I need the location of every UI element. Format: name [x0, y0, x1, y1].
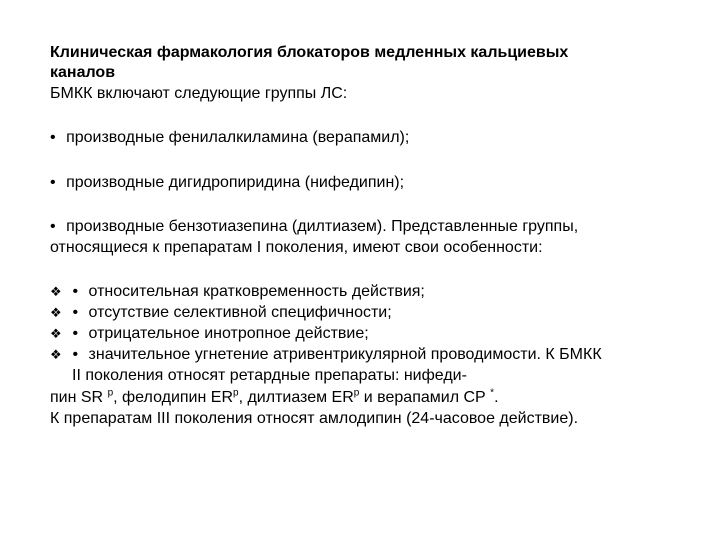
bullet-icon: • [72, 346, 79, 363]
group-item-3 [50, 217, 578, 237]
group-item-text: производные дигидропиридина (нифедипин); [66, 174, 405, 191]
group-item-3-continuation: относящиеся к препаратам I поколения, имеют свои особенности: [50, 239, 543, 256]
feature-item-3 [50, 324, 369, 344]
superscript-mark: р [107, 387, 114, 399]
diamond-bullet-icon: ❖ [50, 347, 62, 362]
generation-2-line-1: II поколения относят ретардные препараты: нифеди- [72, 367, 467, 384]
gen2-text-part: , дилтиазем ER [238, 389, 354, 406]
bullet-icon: • [50, 174, 56, 191]
gen2-text-part: и верапамил СР [359, 389, 486, 406]
superscript-mark: * [490, 387, 495, 399]
diamond-bullet-icon: ❖ [50, 305, 62, 320]
generation-3-text: К препаратам III поколения относят амлодипин (24-часовое действие). [50, 410, 579, 427]
diamond-bullet-icon: ❖ [50, 326, 62, 341]
diamond-bullet-icon: ❖ [50, 284, 62, 299]
feature-item-4 [50, 345, 602, 365]
superscript-mark: р [233, 387, 239, 399]
bullet-icon: • [72, 283, 79, 300]
feature-item-2 [50, 303, 392, 323]
bullet-icon: • [50, 129, 56, 146]
gen2-text-part: . [494, 389, 499, 406]
bullet-icon: • [72, 304, 79, 321]
feature-item-text: значительное угнетение атривентрикулярной проводимости. К БМКК [88, 346, 602, 363]
slide-title-line-2: каналов [50, 64, 116, 81]
bullet-icon: • [50, 218, 56, 235]
superscript-mark: р [353, 387, 360, 399]
gen2-text-part: пин SR [50, 389, 104, 406]
feature-item-1 [50, 282, 425, 302]
group-item-text: производные бензотиазепина (дилтиазем). Представленные группы, [66, 218, 579, 235]
gen2-text-part: , фелодипин ER [113, 389, 233, 406]
bullet-icon: • [72, 325, 79, 342]
feature-item-text: относительная кратковременность действия; [88, 283, 425, 300]
group-item-2 [50, 173, 404, 193]
feature-item-text: отрицательное инотропное действие; [88, 325, 369, 342]
generation-2-line-2 [50, 388, 499, 408]
group-item-1 [50, 128, 409, 148]
slide-title-line-1: Клиническая фармакология блокаторов медленных кальциевых [50, 44, 569, 61]
group-item-text: производные фенилалкиламина (верапамил); [66, 129, 410, 146]
intro-text: БМКК включают следующие группы ЛС: [50, 85, 348, 102]
feature-item-text: отсутствие селективной специфичности; [88, 304, 392, 321]
